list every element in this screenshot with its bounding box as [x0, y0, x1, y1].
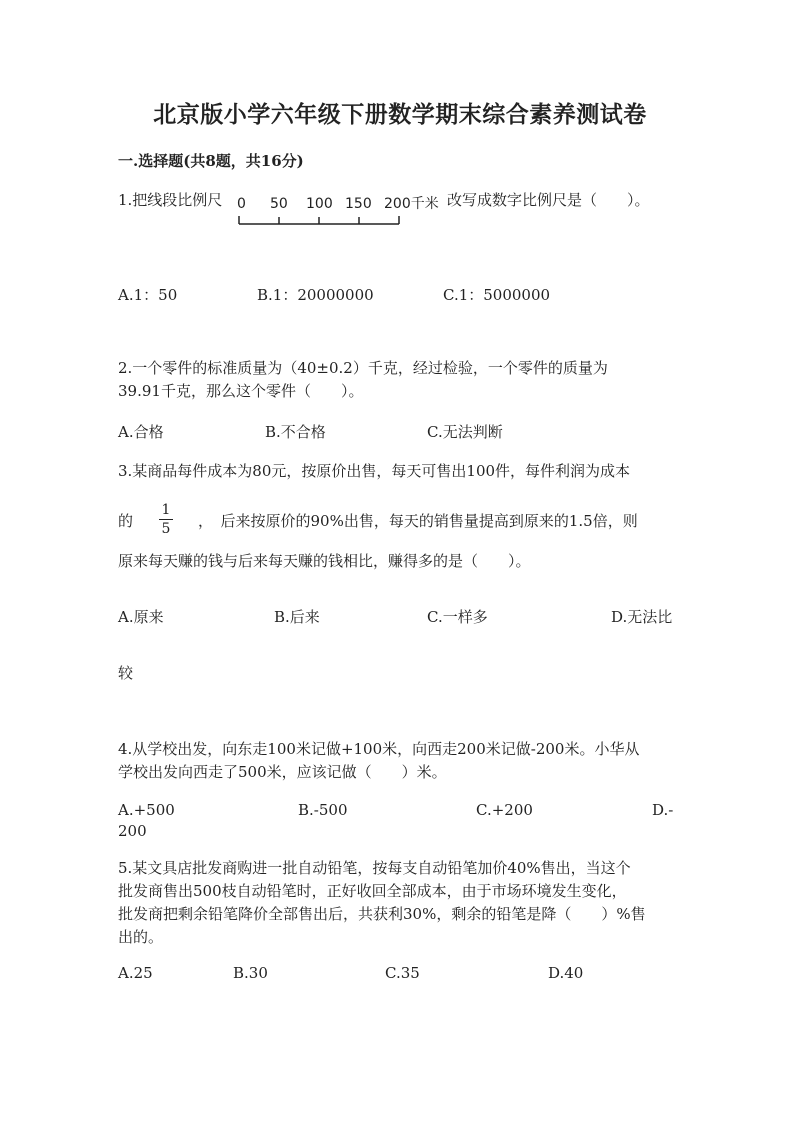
q4-option-d: D.- [652, 801, 674, 819]
q5-option-a: A.25 [118, 964, 153, 982]
fraction-denominator: 5 [161, 521, 171, 537]
fraction-numerator: 1 [159, 502, 173, 520]
scale-tick-label: 150 [345, 196, 372, 212]
q2-line-2: 39.91千克，那么这个零件（ ）。 [118, 382, 364, 400]
q2-option-c: C.无法判断 [427, 423, 503, 441]
q4-option-c: C.+200 [476, 801, 533, 819]
q4-line-1: 4.从学校出发，向东走100米记做+100米，向西走200米记做-200米。小华从 [118, 740, 640, 758]
q1-scale-bar [234, 192, 444, 228]
q3-option-b: B.后来 [274, 608, 320, 626]
q2-option-b: B.不合格 [265, 423, 326, 441]
q3-line-2-prefix: 的 [118, 512, 134, 530]
q3-fraction [159, 502, 173, 537]
q5-line-3: 批发商把剩余铅笔降价全部售出后，共获利30%，剩余的铅笔是降（ ）%售 [118, 905, 646, 923]
q3-option-d: D.无法比 [611, 608, 673, 626]
q3-line-1: 3.某商品每件成本为80元，按原价出售，每天可售出100件，每件利润为成本 [118, 462, 631, 480]
q4-option-b: B.-500 [298, 801, 348, 819]
q2-line-1: 2.一个零件的标准质量为（40±0.2）千克，经过检验，一个零件的质量为 [118, 359, 608, 377]
scale-tick-label: 50 [270, 196, 288, 212]
q3-line-3: 原来每天赚的钱与后来每天赚的钱相比，赚得多的是（ ）。 [118, 552, 531, 570]
q5-option-c: C.35 [385, 964, 420, 982]
scale-tick-label: 0 [237, 196, 246, 212]
q4-option-d-wrap: 200 [118, 822, 147, 840]
scale-tick-label: 200千米 [384, 196, 439, 212]
q3-option-c: C.一样多 [427, 608, 488, 626]
q4-line-2: 学校出发向西走了500米，应该记做（ ）米。 [118, 763, 447, 781]
q5-line-1: 5.某文具店批发商购进一批自动铅笔，按每支自动铅笔加价40%售出，当这个 [118, 859, 631, 877]
q3-line-2-suffix: ， 后来按原价的90%出售，每天的销售量提高到原来的1.5倍，则 [198, 512, 638, 530]
q1-option-a: A.1：50 [118, 286, 178, 304]
q3-option-d-wrap: 较 [118, 664, 134, 682]
q1-suffix: 改写成数字比例尺是（ ）。 [447, 191, 650, 209]
page-title: 北京版小学六年级下册数学期末综合素养测试卷 [153, 101, 647, 128]
q4-option-a: A.+500 [118, 801, 175, 819]
scale-tick-label: 100 [306, 196, 333, 212]
q3-option-a: A.原来 [118, 608, 164, 626]
q5-option-d: D.40 [548, 964, 584, 982]
q5-option-b: B.30 [233, 964, 268, 982]
q5-line-4: 出的。 [118, 928, 164, 946]
q5-line-2: 批发商售出500枝自动铅笔时，正好收回全部成本，由于市场环境发生变化， [118, 882, 627, 900]
section-heading: 一.选择题(共8题，共16分) [118, 152, 304, 170]
q2-option-a: A.合格 [118, 423, 164, 441]
q1-option-b: B.1：20000000 [257, 286, 374, 304]
q1-option-c: C.1：5000000 [443, 286, 551, 304]
q1-prefix: 1.把线段比例尺 [118, 191, 223, 209]
